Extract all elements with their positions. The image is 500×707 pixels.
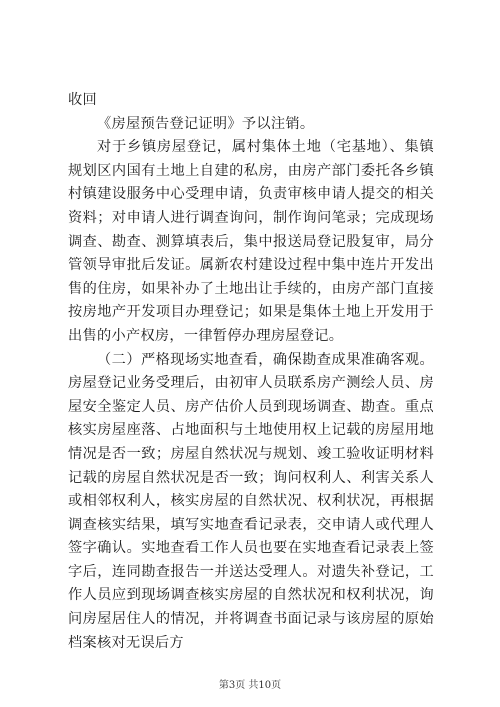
paragraph-certificate-cancel: 《房屋预告登记证明》予以注销。	[97, 115, 315, 132]
document-body	[68, 89, 434, 655]
paragraph-continuation: 收回	[68, 92, 97, 108]
paragraph-township-registration: 对于乡镇房屋登记，属村集体土地（宅基地）、集镇规划区内国有土地上自建的私房，由房产部门委托各乡镇村镇建设服务中心受理申请，负责审核申请人提交的相关资料；对申请人进行调查询问，制作询问笔录；完成现场调查、勘查、测算填表后，集中报送局登记股复审，局分管领导审批后发证。属新农村建设过程中集中连片开发出售的住房，如果补办了土地出让手续的，由房产部门直接按房地产开发项目办理登记；如果是集体土地上开发用于出售的小产权房，一律暂停办理房屋登记。	[68, 139, 434, 344]
paragraph-site-inspection: （二）严格现场实地查看，确保勘查成果准确客观。房屋登记业务受理后，由初审人员联系房产测绘人员、房屋安全鉴定人员、房产估价人员到现场调查、勘查。重点核实房屋座落、占地面积与土地使用权上记载的房屋用地情况是否一致；房屋自然状况与规划、竣工验收证明材料记载的房屋自然状况是否一致；询问权利人、利害关系人或相邻权利人，核实房屋的自然状况、权利状况，再根据调查核实结果，填写实地查看记录表，交申请人或代理人签字确认。实地查看工作人员也要在实地查看记录表上签字后，连同勘查报告一并送达受理人。对遗失补登记，工作人员应到现场调查核实房屋的自然状况和权利状况，询问房屋居住人的情况，并将调查书面记录与该房屋的原始档案核对无误后方	[68, 351, 434, 651]
page-footer: 第3页 共10页	[218, 680, 282, 691]
